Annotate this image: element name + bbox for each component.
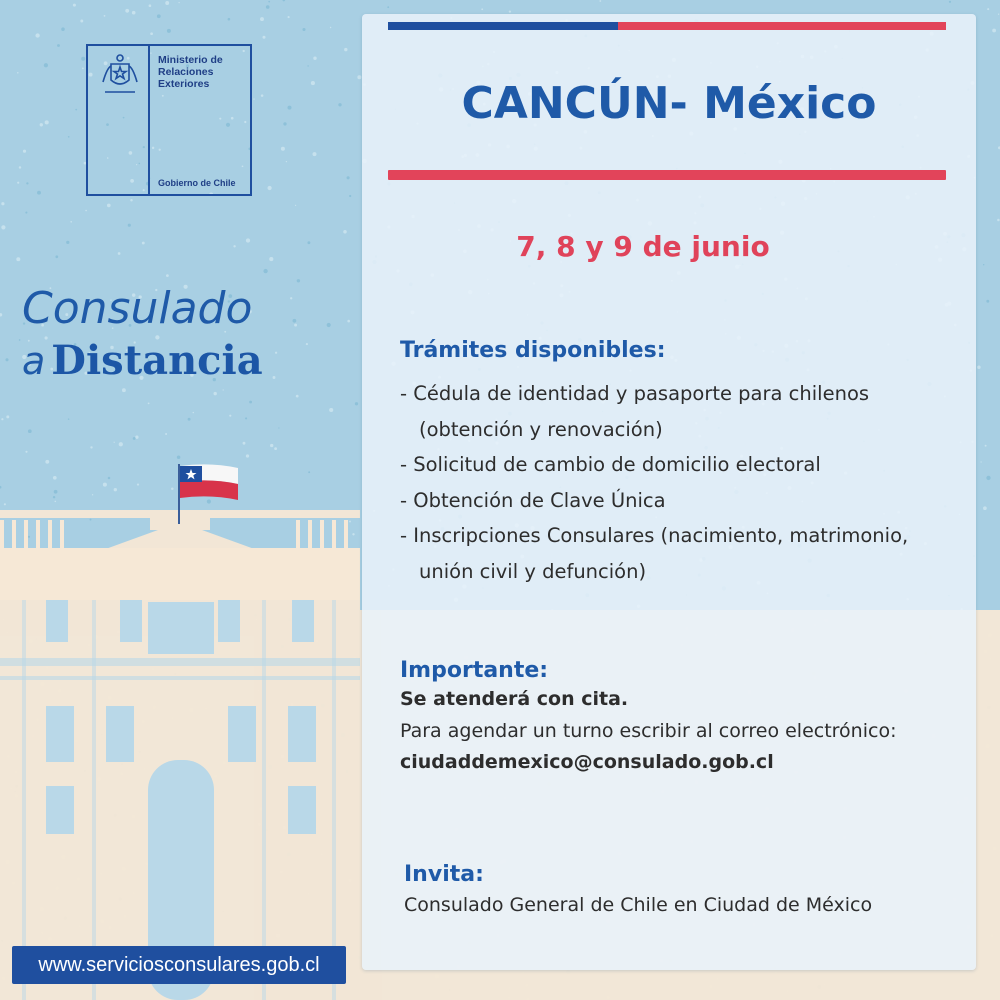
list-item: - Inscripciones Consulares (nacimiento, matrimonio, [400,524,909,547]
speckle-dot [178,2,179,3]
ministry-line-2: Relaciones [158,66,214,78]
speckle-dot [283,122,286,125]
speckle-dot [165,1,169,5]
speckle-dot [82,68,84,70]
speckle-dot [599,0,601,2]
campaign-title-prefix: a [22,339,46,383]
speckle-dot [133,437,136,440]
speckle-dot [329,408,333,412]
list-item: - Cédula de identidad y pasaporte para chilenos [400,382,870,405]
website-link[interactable]: www.serviciosconsulares.gob.cl [12,946,346,984]
speckle-dot [125,9,129,13]
speckle-dot [1,418,3,420]
speckle-dot [66,241,69,244]
speckle-dot [85,210,87,212]
speckle-dot [997,219,1000,222]
speckle-dot [980,461,981,462]
speckle-dot [270,444,273,447]
speckle-dot [297,279,300,282]
speckle-dot [150,32,153,35]
speckle-dot [26,182,28,184]
speckle-dot [357,75,361,79]
speckle-dot [249,401,252,404]
host-organization: Consulado General de Chile en Ciudad de México [404,894,873,916]
speckle-dot [132,11,136,15]
speckle-dot [167,29,171,33]
speckle-dot [296,395,299,398]
speckle-dot [149,4,152,7]
speckle-dot [90,446,92,448]
speckle-dot [278,427,279,428]
speckle-dot [73,4,76,7]
speckle-dot [295,205,296,206]
speckle-dot [986,300,989,303]
speckle-dot [0,313,2,316]
list-item: (obtención y renovación) [419,417,663,441]
ministry-name [158,54,223,90]
speckle-dot [349,195,351,197]
speckle-dot [118,252,121,255]
speckle-dot [288,16,290,18]
speckle-dot [45,120,49,124]
campaign-title-main: Distancia [51,337,263,384]
speckle-dot [128,224,131,227]
speckle-dot [19,339,21,341]
list-item: - Solicitud de cambio de domicilio electoral [400,453,821,476]
speckle-dot [75,109,77,111]
speckle-dot [17,72,19,74]
speckle-dot [998,14,999,15]
speckle-dot [313,152,317,156]
speckle-dot [261,94,264,97]
title-underline [388,170,946,180]
speckle-dot [253,98,254,99]
speckle-dot [68,136,70,138]
speckle-dot [107,204,111,208]
speckle-dot [37,191,41,195]
speckle-dot [1,202,4,205]
speckle-dot [23,150,26,153]
speckle-dot [286,161,287,162]
speckle-dot [228,18,231,21]
ministry-logo [86,44,252,196]
speckle-dot [481,8,483,10]
speckle-dot [282,0,285,1]
importante-heading: Importante: [400,658,549,683]
speckle-dot [17,182,19,184]
speckle-dot [983,264,984,265]
speckle-dot [80,20,83,23]
campaign-title-line2 [22,338,352,392]
speckle-dot [5,358,8,361]
speckle-dot [119,442,123,446]
speckle-dot [214,392,217,395]
chile-flag-icon [176,462,242,524]
speckle-dot [40,123,43,126]
speckle-dot [148,403,150,405]
speckle-dot [1,225,5,229]
speckle-dot [229,415,231,417]
speckle-dot [977,365,981,369]
chile-coat-of-arms-icon [97,52,143,98]
speckle-dot [177,456,181,460]
speckle-dot [274,447,277,450]
speckle-dot [387,6,389,8]
speckle-dot [233,245,235,247]
speckle-dot [193,412,194,413]
speckle-dot [19,166,21,168]
speckle-dot [260,17,264,21]
list-item: unión civil y defunción) [419,559,647,583]
speckle-dot [166,274,169,277]
ministry-line-1: Ministerio de [158,54,223,66]
speckle-dot [343,230,347,234]
tramites-list [400,376,966,589]
speckle-dot [188,418,191,421]
speckle-dot [104,15,106,17]
speckle-dot [28,429,32,433]
speckle-dot [263,36,266,39]
speckle-dot [307,65,308,66]
event-dates: 7, 8 y 9 de junio [516,230,770,263]
speckle-dot [243,442,246,445]
location-title: CANCÚN- México [461,78,877,129]
speckle-dot [347,176,350,179]
speckle-dot [114,442,115,443]
speckle-dot [57,44,60,47]
invita-heading: Invita: [404,862,484,887]
speckle-dot [246,238,250,242]
speckle-dot [70,221,72,223]
info-card [362,14,976,970]
speckle-dot [130,199,132,201]
speckle-dot [61,27,65,31]
speckle-dot [287,106,291,110]
speckle-dot [509,10,511,12]
speckle-dot [266,5,270,9]
tramites-heading: Trámites disponibles: [400,338,666,363]
speckle-dot [344,48,347,51]
logo-crest-frame [86,44,150,196]
speckle-dot [25,451,27,453]
speckle-dot [313,56,316,59]
speckle-dot [55,255,58,258]
list-item: - Obtención de Clave Única [400,488,666,512]
speckle-dot [949,1,951,3]
speckle-dot [992,29,996,33]
speckle-dot [81,57,85,61]
flag-stripe-red [618,22,946,30]
speckle-dot [142,242,145,245]
appointment-instructions: Para agendar un turno escribir al correo electrónico: [400,720,897,742]
speckle-dot [245,417,247,419]
speckle-dot [45,460,49,464]
speckle-dot [246,454,249,457]
speckle-dot [135,436,138,439]
speckle-dot [985,445,987,447]
speckle-dot [268,186,272,190]
speckle-dot [25,212,27,214]
speckle-dot [16,257,20,261]
government-name: Gobierno de Chile [158,178,236,188]
speckle-dot [311,81,315,85]
speckle-dot [987,8,989,10]
speckle-dot [330,27,331,28]
speckle-dot [338,103,341,106]
speckle-dot [6,415,9,418]
speckle-dot [302,28,305,31]
speckle-dot [165,433,167,435]
speckle-dot [263,269,267,273]
contact-email[interactable]: ciudaddemexico@consulado.gob.cl [400,751,774,773]
speckle-dot [35,33,39,37]
campaign-title [22,283,352,392]
speckle-dot [269,257,273,261]
speckle-dot [281,147,285,151]
campaign-title-line1: Consulado [22,283,253,334]
appointment-notice: Se atenderá con cita. [400,688,629,710]
speckle-dot [268,1,270,3]
speckle-dot [355,402,358,405]
speckle-dot [157,14,161,18]
flag-stripe-blue [388,22,618,30]
speckle-dot [68,418,70,420]
ministry-line-3: Exteriores [158,78,210,90]
speckle-dot [307,241,310,244]
speckle-dot [44,63,48,67]
